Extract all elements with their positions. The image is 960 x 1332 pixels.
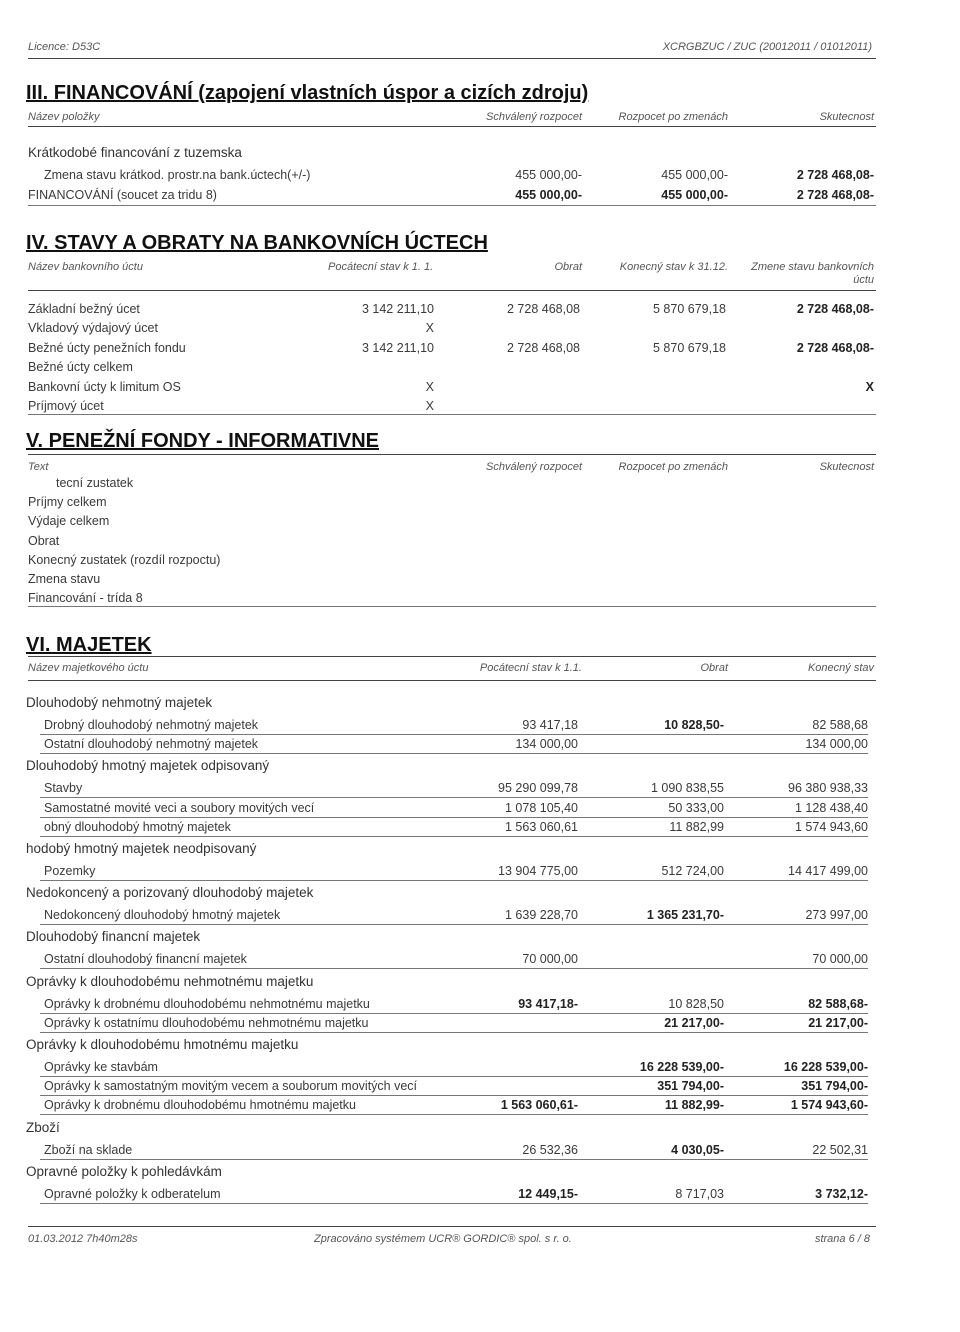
s5-row-label: tecní zustatek bbox=[56, 476, 134, 490]
s6-row-label: Ostatní dlouhodobý financní majetek bbox=[44, 952, 247, 967]
s6-col-name: Název majetkového úctu bbox=[28, 662, 149, 674]
footer-page-number: strana 6 / 8 bbox=[814, 1233, 870, 1245]
s6-row-start: 70 000,00 bbox=[522, 952, 578, 967]
s5-top-rule bbox=[28, 454, 876, 455]
s3-group: Krátkodobé financování z tuzemska bbox=[28, 145, 242, 160]
s3-col-approved: Schválený rozpocet bbox=[486, 111, 582, 123]
s4-row-start: X bbox=[425, 379, 434, 394]
s6-group-heading: Nedokoncený a porizovaný dlouhodobý majetek bbox=[26, 885, 314, 901]
s6-row-end: 273 997,00 bbox=[805, 908, 868, 923]
s5-row-label: Zmena stavu bbox=[28, 572, 101, 586]
s4-row-label: Bankovní úcty k limitum OS bbox=[28, 379, 181, 394]
s5-col-actual: Skutecnost bbox=[819, 461, 874, 473]
s3-row-revised: 455 000,00- bbox=[661, 188, 728, 202]
s4-row-start: X bbox=[425, 399, 434, 413]
s6-group-heading: Oprávky k dlouhodobému hmotnému majetku bbox=[26, 1037, 299, 1052]
s4-bottom-rule bbox=[28, 414, 876, 415]
s3-col-actual: Skutecnost bbox=[819, 111, 874, 123]
s3-col-revised: Rozpocet po zmenách bbox=[618, 111, 728, 123]
s4-row-start: 3 142 211,10 bbox=[361, 302, 434, 316]
s4-col-end: Konecný stav k 31.12. bbox=[619, 261, 728, 273]
s4-row-end: 5 870 679,18 bbox=[653, 340, 726, 355]
s6-row-label: Samostatné movité veci a soubory movitých vecí bbox=[44, 800, 315, 815]
s6-row-label: Ostatní dlouhodobý nehmotný majetek bbox=[44, 737, 259, 752]
s6-row-label: Oprávky ke stavbám bbox=[44, 1060, 158, 1074]
row-underline bbox=[28, 205, 876, 206]
s6-row-turnover: 11 882,99 bbox=[669, 819, 724, 834]
row-underline bbox=[40, 797, 868, 798]
s4-row-change: 2 728 468,08- bbox=[796, 340, 874, 355]
row-underline bbox=[40, 924, 868, 925]
s6-row-end: 351 794,00- bbox=[801, 1079, 868, 1094]
s6-row-turnover: 4 030,05- bbox=[671, 1142, 724, 1157]
header-rule bbox=[28, 58, 876, 59]
s6-row-turnover: 1 365 231,70- bbox=[646, 908, 724, 923]
s6-col-turnover: Obrat bbox=[700, 662, 728, 674]
s6-row-label: Oprávky k drobnému dlouhodobému hmotnému majetku bbox=[44, 1098, 356, 1113]
row-underline bbox=[40, 836, 868, 837]
s5-row-label: Financování - trída 8 bbox=[28, 591, 143, 606]
s6-col-start: Pocátecní stav k 1.1. bbox=[479, 662, 582, 674]
s6-row-end: 82 588,68 bbox=[812, 718, 868, 732]
s6-row-end: 22 502,31 bbox=[812, 1142, 868, 1157]
s6-row-start: 1 563 060,61- bbox=[500, 1098, 578, 1113]
s6-row-turnover: 11 882,99- bbox=[664, 1098, 724, 1113]
s4-row-turnover: 2 728 468,08 bbox=[507, 340, 580, 355]
s5-col-revised: Rozpocet po zmenách bbox=[618, 461, 728, 473]
s6-row-turnover: 10 828,50- bbox=[664, 718, 724, 732]
s3-row-approved: 455 000,00- bbox=[515, 188, 582, 202]
s6-row-start: 95 290 099,78 bbox=[498, 781, 578, 796]
s5-row-label: Konecný zustatek (rozdíl rozpoctu) bbox=[28, 552, 221, 567]
s4-row-label: Základní bežný úcet bbox=[28, 302, 140, 316]
s6-row-start: 13 904 775,00 bbox=[498, 864, 578, 878]
s6-row-end: 14 417 499,00 bbox=[788, 864, 868, 878]
s6-row-turnover: 16 228 539,00- bbox=[639, 1060, 724, 1074]
s6-row-start: 1 563 060,61 bbox=[505, 819, 578, 834]
s6-row-end: 70 000,00 bbox=[812, 952, 868, 967]
s6-group-heading: Dlouhodobý hmotný majetek odpisovaný bbox=[26, 758, 270, 774]
s3-row-label: FINANCOVÁNÍ (soucet za tridu 8) bbox=[28, 188, 217, 202]
s6-row-start: 93 417,18- bbox=[518, 996, 578, 1011]
s6-row-label: Oprávky k drobnému dlouhodobému nehmotnému majetku bbox=[44, 996, 370, 1011]
s6-row-start: 1 078 105,40 bbox=[505, 800, 578, 815]
s6-col-end: Konecný stav bbox=[807, 662, 874, 674]
s6-row-turnover: 8 717,03 bbox=[675, 1186, 724, 1201]
s4-col-change: Zmene stavu bankovních bbox=[751, 261, 874, 273]
row-underline bbox=[40, 880, 868, 881]
section-6-title: VI. MAJETEK bbox=[26, 634, 152, 656]
section-5-title: V. PENEŽNÍ FONDY - INFORMATIVNE bbox=[26, 430, 379, 452]
s3-header-rule bbox=[28, 126, 876, 127]
row-underline bbox=[40, 1032, 868, 1033]
row-underline bbox=[40, 1114, 868, 1115]
s4-col-change-2: úctu bbox=[853, 274, 874, 286]
s6-row-turnover: 50 333,00 bbox=[668, 800, 724, 815]
s4-row-start: 3 142 211,10 bbox=[361, 340, 434, 355]
s3-row-revised: 455 000,00- bbox=[661, 168, 728, 182]
s5-col-text: Text bbox=[28, 461, 49, 473]
s6-row-start: 93 417,18 bbox=[522, 718, 578, 732]
s6-row-end: 1 128 438,40 bbox=[795, 800, 868, 815]
s4-row-turnover: 2 728 468,08 bbox=[507, 302, 580, 316]
s3-row-label: Zmena stavu krátkod. prostr.na bank.úctech(+/-) bbox=[44, 168, 311, 182]
s6-row-end: 1 574 943,60- bbox=[790, 1098, 868, 1113]
s6-row-label: Zboží na sklade bbox=[44, 1142, 133, 1157]
s6-row-start: 12 449,15- bbox=[518, 1186, 578, 1201]
s6-row-end: 21 217,00- bbox=[808, 1015, 868, 1030]
s6-row-end: 134 000,00 bbox=[805, 737, 868, 752]
s4-row-change: X bbox=[865, 379, 874, 394]
report-code: XCRGBZUC / ZUC (20012011 / 01012011) bbox=[662, 41, 872, 53]
row-underline bbox=[40, 1076, 868, 1077]
footer-rule bbox=[28, 1226, 876, 1227]
s4-row-label: Príjmový úcet bbox=[28, 399, 104, 413]
s4-row-label: Vkladový výdajový úcet bbox=[28, 321, 158, 336]
s6-row-turnover: 21 217,00- bbox=[664, 1015, 724, 1030]
s6-row-end: 1 574 943,60 bbox=[795, 819, 868, 834]
s4-row-start: X bbox=[425, 321, 434, 336]
s6-row-start: 134 000,00 bbox=[515, 737, 578, 752]
s6-row-end: 82 588,68- bbox=[808, 996, 868, 1011]
s6-row-end: 3 732,12- bbox=[815, 1186, 868, 1201]
s4-row-label: Bežné úcty penežních fondu bbox=[28, 340, 186, 355]
s4-col-start: Pocátecní stav k 1. 1. bbox=[328, 261, 434, 273]
s4-row-label: Bežné úcty celkem bbox=[28, 360, 133, 375]
s4-row-change: 2 728 468,08- bbox=[796, 302, 874, 316]
s6-row-label: Oprávky k samostatným movitým vecem a souborum movitých vecí bbox=[44, 1079, 418, 1094]
s6-row-label: Opravné položky k odberatelum bbox=[44, 1186, 221, 1201]
s5-col-approved: Schválený rozpocet bbox=[486, 461, 582, 473]
s6-row-turnover: 10 828,50 bbox=[668, 996, 724, 1011]
s6-row-label: Pozemky bbox=[44, 864, 96, 878]
s6-row-label: Stavby bbox=[44, 781, 83, 796]
s3-col-name: Název položky bbox=[28, 111, 100, 123]
s6-header-rule bbox=[28, 680, 876, 681]
footer-system: Zpracováno systémem UCR® GORDIC® spol. s r. o. bbox=[314, 1233, 572, 1245]
s3-row-actual: 2 728 468,08- bbox=[796, 188, 874, 202]
s6-row-turnover: 351 794,00- bbox=[657, 1079, 724, 1094]
s5-row-label: Výdaje celkem bbox=[28, 514, 110, 529]
s4-col-name: Název bankovního úctu bbox=[28, 261, 143, 273]
row-underline bbox=[40, 1095, 868, 1096]
s3-row-actual: 2 728 468,08- bbox=[796, 168, 874, 182]
s6-top-rule bbox=[28, 656, 876, 657]
row-underline bbox=[40, 1013, 868, 1014]
s4-col-turnover: Obrat bbox=[554, 261, 582, 273]
row-underline bbox=[40, 1159, 868, 1160]
s6-row-turnover: 1 090 838,55 bbox=[651, 781, 724, 796]
s4-row-end: 5 870 679,18 bbox=[653, 302, 726, 316]
row-underline bbox=[40, 1203, 868, 1204]
row-underline bbox=[40, 734, 868, 735]
section-3-title: III. FINANCOVÁNÍ (zapojení vlastních úspor a cizích zdroju) bbox=[26, 82, 589, 104]
s6-row-label: Nedokoncený dlouhodobý hmotný majetek bbox=[44, 908, 281, 923]
s6-group-heading: Dlouhodobý financní majetek bbox=[26, 929, 201, 945]
s6-row-end: 96 380 938,33 bbox=[788, 781, 868, 796]
row-underline bbox=[40, 968, 868, 969]
s6-group-heading: Zboží bbox=[26, 1119, 60, 1135]
footer-date: 01.03.2012 7h40m28s bbox=[28, 1233, 138, 1245]
s6-row-label: obný dlouhodobý hmotný majetek bbox=[44, 819, 231, 834]
s6-group-heading: hodobý hmotný majetek neodpisovaný bbox=[26, 841, 257, 856]
s5-bottom-rule bbox=[28, 606, 876, 607]
s4-header-rule bbox=[28, 290, 876, 291]
s5-row-label: Obrat bbox=[28, 533, 60, 548]
s6-group-heading: Opravné položky k pohledávkám bbox=[26, 1163, 222, 1179]
s6-row-end: 16 228 539,00- bbox=[783, 1060, 868, 1074]
s6-row-label: Oprávky k ostatnímu dlouhodobému nehmotnému majetku bbox=[44, 1015, 369, 1030]
s6-row-start: 1 639 228,70 bbox=[505, 908, 578, 923]
s6-row-label: Drobný dlouhodobý nehmotný majetek bbox=[44, 718, 259, 732]
row-underline bbox=[40, 817, 868, 818]
s6-group-heading: Oprávky k dlouhodobému nehmotnému majetku bbox=[26, 973, 314, 989]
row-underline bbox=[40, 753, 868, 754]
licence-label: Licence: D53C bbox=[28, 41, 101, 53]
s6-row-start: 26 532,36 bbox=[522, 1142, 578, 1157]
section-4-title: IV. STAVY A OBRATY NA BANKOVNÍCH ÚCTECH bbox=[26, 232, 488, 254]
s6-group-heading: Dlouhodobý nehmotný majetek bbox=[26, 695, 213, 710]
s6-row-turnover: 512 724,00 bbox=[661, 864, 724, 878]
s5-row-label: Príjmy celkem bbox=[28, 495, 107, 510]
s3-row-approved: 455 000,00- bbox=[515, 168, 582, 182]
